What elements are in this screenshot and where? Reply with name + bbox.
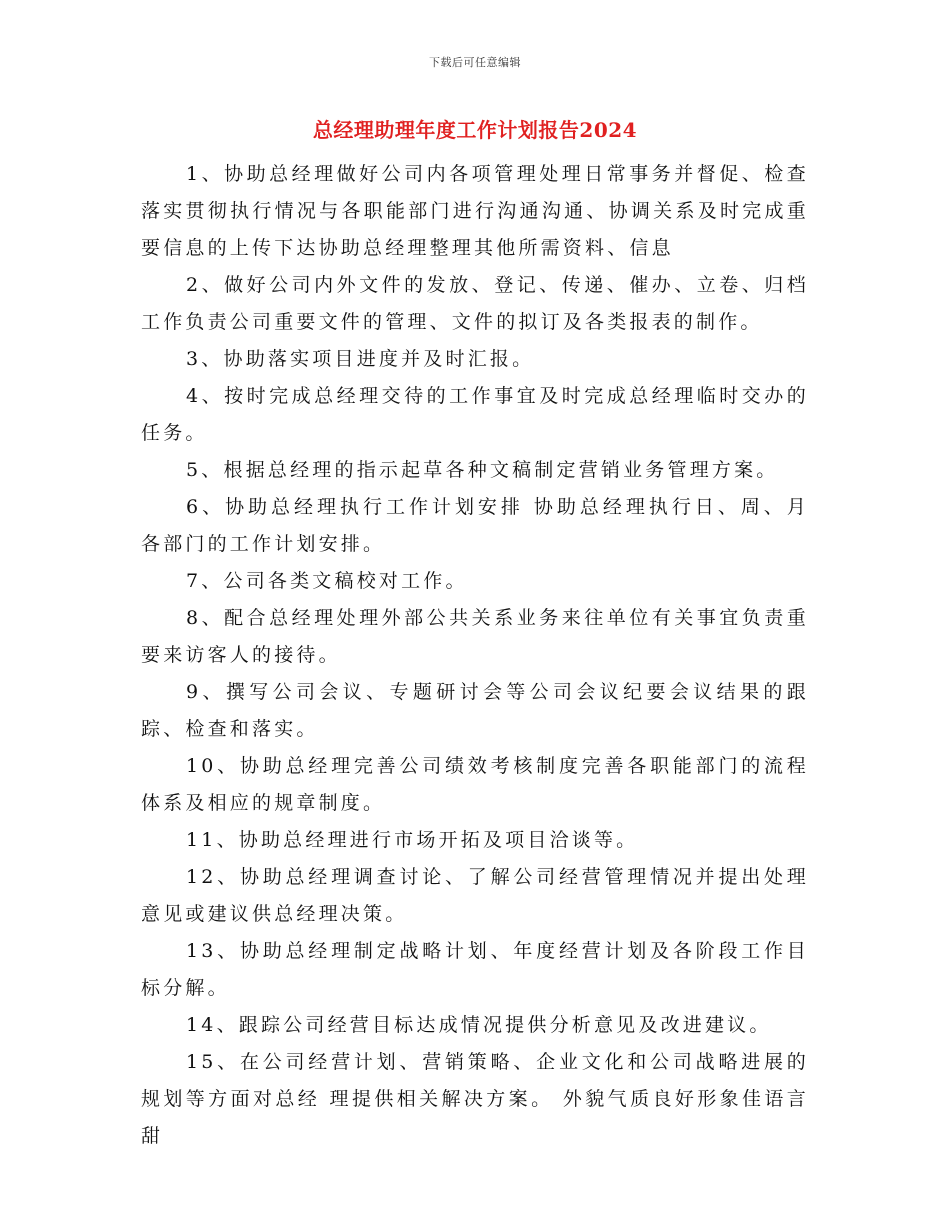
- paragraph-11: 11、协助总经理进行市场开拓及项目洽谈等。: [186, 829, 639, 851]
- document-body: [141, 156, 809, 1155]
- paragraph-7: 7、公司各类文稿校对工作。: [186, 570, 468, 592]
- paragraph-3: 3、协助落实项目进度并及时汇报。: [186, 348, 535, 370]
- paragraph-5: 5、根据总经理的指示起草各种文稿制定营销业务管理方案。: [186, 459, 779, 481]
- paragraph-9: 9、撰写公司会议、专题研讨会等公司会议纪要会议结果的跟踪、检查和落实。: [141, 681, 809, 740]
- paragraph-8: 8、配合总经理处理外部公共关系业务来往单位有关事宜负责重要来访客人的接待。: [141, 607, 809, 666]
- paragraph-15: 15、在公司经营计划、营销策略、企业文化和公司战略进展的规划等方面对总经 理提供相关解决方案。 外貌气质良好形象佳语言甜: [141, 1051, 809, 1147]
- paragraph-1: 1、协助总经理做好公司内各项管理处理日常事务并督促、检查落实贯彻执行情况与各职能部门进行沟通沟通、协调关系及时完成重要信息的上传下达协助总经理整理其他所需资料、信息: [141, 163, 809, 259]
- paragraph-13: 13、协助总经理制定战略计划、年度经营计划及各阶段工作目标分解。: [141, 940, 809, 999]
- paragraph-6: 6、协助总经理执行工作计划安排 协助总经理执行日、周、月各部门的工作计划安排。: [141, 496, 809, 555]
- page-header-note: 下载后可任意编辑: [429, 56, 521, 69]
- paragraph-14: 14、跟踪公司经营目标达成情况提供分析意见及改进建议。: [186, 1014, 772, 1036]
- paragraph-10: 10、协助总经理完善公司绩效考核制度完善各职能部门的流程体系及相应的规章制度。: [141, 755, 809, 814]
- paragraph-4: 4、按时完成总经理交待的工作事宜及时完成总经理临时交办的任务。: [141, 385, 809, 444]
- paragraph-2: 2、做好公司内外文件的发放、登记、传递、催办、立卷、归档工作负责公司重要文件的管理、文件的拟订及各类报表的制作。: [141, 274, 809, 333]
- document-title: 总经理助理年度工作计划报告2024: [312, 118, 638, 142]
- paragraph-12: 12、协助总经理调查讨论、了解公司经营管理情况并提出处理意见或建议供总经理决策。: [141, 866, 809, 925]
